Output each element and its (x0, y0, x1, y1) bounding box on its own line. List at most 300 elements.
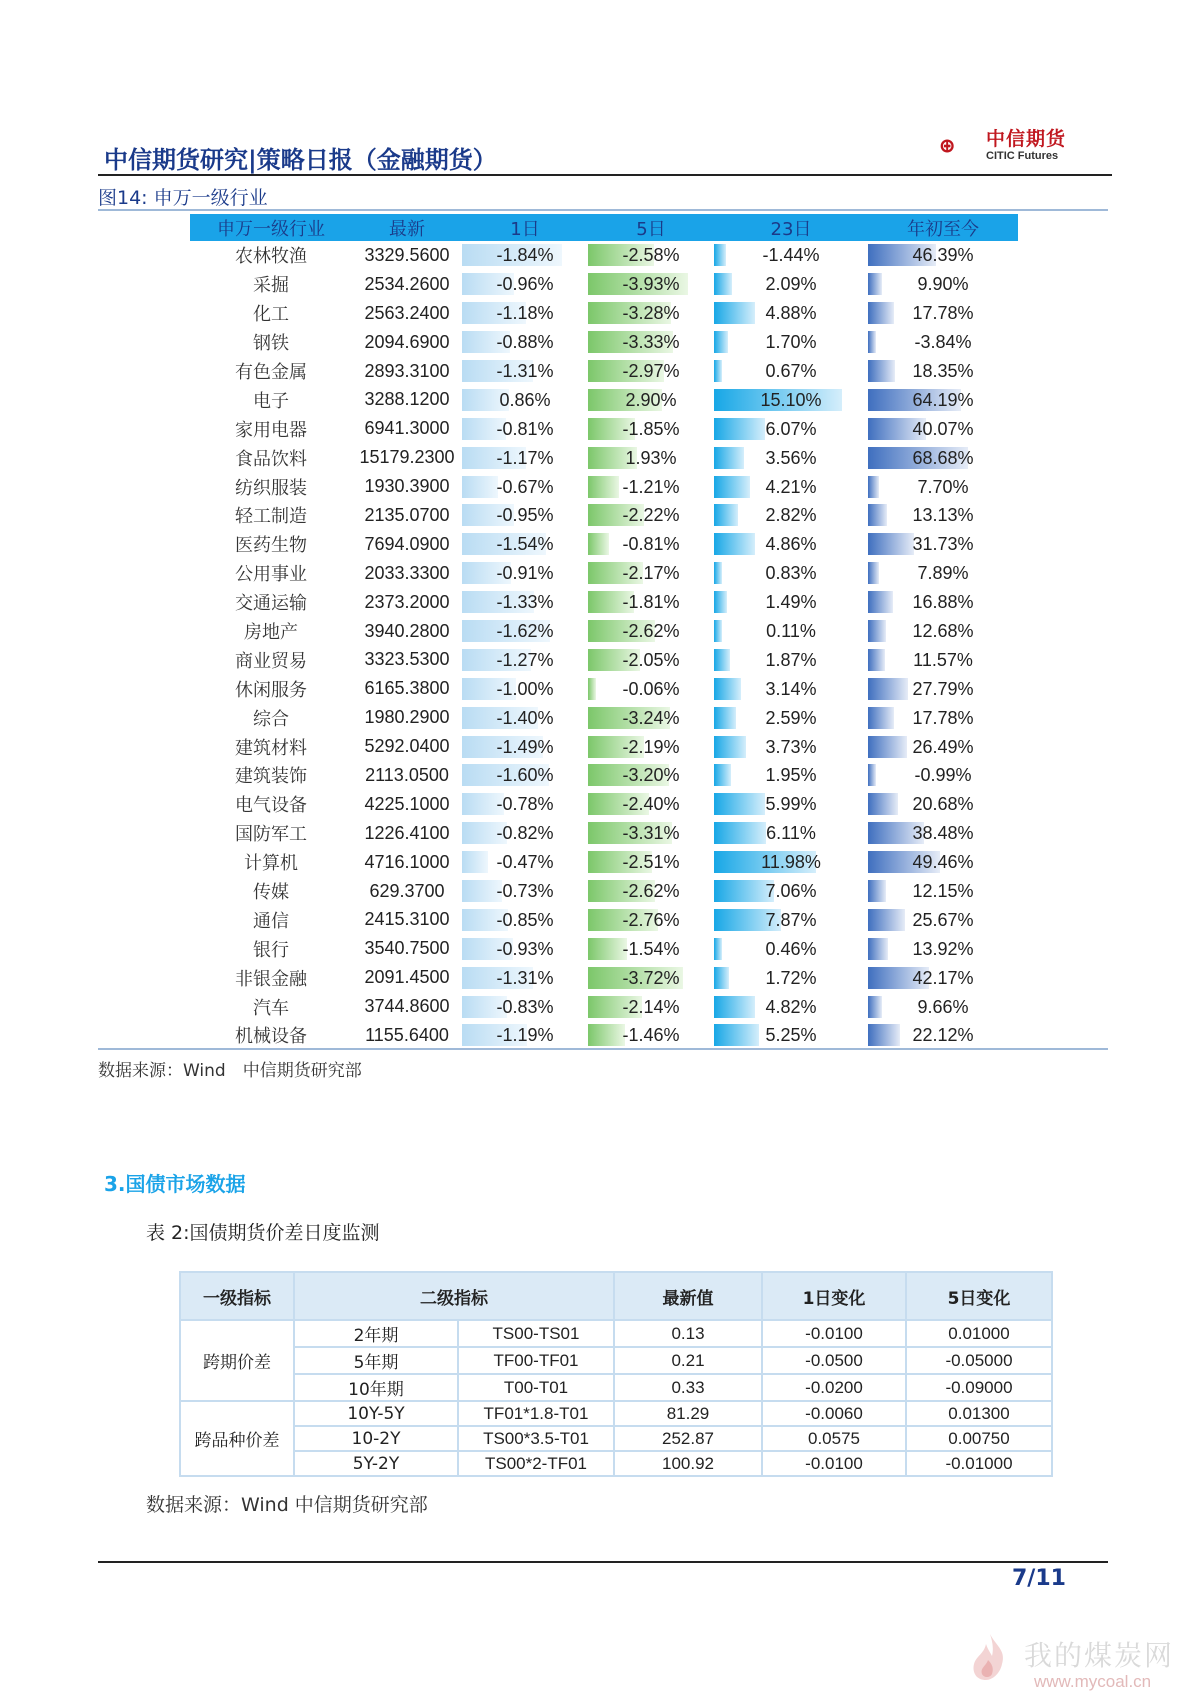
sector-d23-cell (714, 591, 868, 613)
col-header-23d: 23日 (770, 218, 812, 240)
footer-divider (98, 1561, 1108, 1563)
sector-ytd-cell (868, 736, 1018, 758)
spread-row (180, 1426, 1052, 1451)
spread-1d: 0.0575 (762, 1426, 906, 1451)
sector-d5-value: -2.17% (622, 563, 680, 584)
sector-d1-value: -1.18% (496, 303, 554, 324)
sector-latest: 4225.1000 (364, 793, 450, 814)
sector-d23-value: 1.49% (765, 592, 817, 613)
sector-d5-value: -1.54% (622, 938, 680, 959)
sector-d1-value: -0.47% (496, 852, 554, 873)
sector-row (190, 299, 1018, 328)
sector-row (190, 328, 1018, 357)
sector-d23-value: 4.88% (765, 303, 817, 324)
spread-table-header (180, 1272, 1052, 1320)
sector-d5-value: 2.90% (625, 389, 677, 410)
sector-d1-cell (462, 822, 588, 844)
sector-d5-value: -2.58% (622, 245, 680, 266)
sector-name: 采掘 (253, 275, 289, 297)
sector-d5-cell (588, 476, 714, 498)
sector-ytd-cell (868, 418, 1018, 440)
sector-d5-cell (588, 418, 714, 440)
sector-latest: 3940.2800 (364, 620, 450, 641)
sector-ytd-cell (868, 909, 1018, 931)
sector-d1-cell (462, 620, 588, 642)
sector-name: 化工 (253, 304, 289, 326)
sector-ytd-value: -3.84% (914, 332, 972, 353)
table-caption: 表 2:国债期货价差日度监测 (146, 1222, 380, 1244)
sector-d23-cell (714, 1024, 868, 1046)
sector-d1-value: -0.93% (496, 938, 554, 959)
sector-d1-cell (462, 764, 588, 786)
sector-d1-value: -0.83% (496, 996, 554, 1017)
sector-d1-value: -1.31% (496, 967, 554, 988)
sector-name: 综合 (253, 708, 289, 730)
sector-ytd-cell (868, 591, 1018, 613)
spread-row (180, 1347, 1052, 1374)
sector-d5-value: -2.62% (622, 621, 680, 642)
spread-term: 10-2Y (294, 1426, 458, 1451)
sector-d5-value: -3.31% (622, 823, 680, 844)
spread-5d: -0.01000 (906, 1451, 1052, 1476)
sector-latest: 2033.3300 (364, 562, 450, 583)
sector-row (190, 819, 1018, 848)
sector-d5-cell (588, 967, 714, 989)
sector-d1-cell (462, 678, 588, 700)
figure-top-rule (98, 209, 1108, 211)
sector-d1-cell (462, 447, 588, 469)
sector-ytd-value: 64.19% (912, 389, 974, 410)
sector-d5-cell (588, 707, 714, 729)
sector-d23-cell (714, 533, 868, 555)
sector-d23-value: 1.87% (765, 649, 817, 670)
sector-name: 家用电器 (235, 419, 307, 441)
sector-name: 轻工制造 (235, 506, 307, 528)
sector-d23-cell (714, 736, 868, 758)
sector-ytd-value: 9.66% (917, 996, 969, 1017)
sector-d1-cell (462, 273, 588, 295)
spread-1d: -0.0060 (762, 1401, 906, 1426)
sector-d23-cell (714, 447, 868, 469)
sector-d5-value: -2.76% (622, 909, 680, 930)
spread-term: 10Y-5Y (294, 1401, 458, 1426)
spread-latest: 81.29 (614, 1401, 762, 1426)
sector-latest: 2893.3100 (364, 360, 450, 381)
sector-ytd-value: 42.17% (912, 967, 974, 988)
sector-ytd-cell (868, 764, 1018, 786)
sector-ytd-value: 38.48% (912, 823, 974, 844)
spread-group-label: 跨品种价差 (180, 1401, 294, 1476)
sector-row (190, 848, 1018, 877)
sector-table-header (190, 214, 1018, 241)
sector-latest: 5292.0400 (364, 736, 450, 757)
sector-latest: 6941.3000 (364, 418, 450, 439)
sector-d23-cell (714, 707, 868, 729)
sector-d23-cell (714, 996, 868, 1018)
spread-code: TS00*2-TF01 (458, 1451, 614, 1476)
sector-ytd-cell (868, 822, 1018, 844)
sector-d23-value: 5.25% (765, 1025, 817, 1046)
sector-name: 汽车 (253, 997, 289, 1019)
sector-d23-cell (714, 764, 868, 786)
sector-d23-value: 7.06% (765, 881, 817, 902)
sector-d23-cell (714, 418, 868, 440)
sector-d1-value: -0.91% (496, 563, 554, 584)
sector-d1-cell (462, 562, 588, 584)
sector-d5-value: -1.81% (622, 592, 680, 613)
sector-row (190, 732, 1018, 761)
col-header-sector: 申万一级行业 (217, 218, 325, 240)
spread-header-level2: 二级指标 (294, 1272, 614, 1320)
sector-d1-cell (462, 504, 588, 526)
spread-5d: 0.01000 (906, 1320, 1052, 1347)
sector-name: 有色金属 (235, 362, 307, 383)
sector-name: 计算机 (244, 853, 298, 875)
spread-code: TS00*3.5-T01 (458, 1426, 614, 1451)
sector-d23-cell (714, 851, 868, 873)
spread-group-label: 跨期价差 (180, 1320, 294, 1401)
sector-row (190, 905, 1018, 934)
sector-ytd-value: 16.88% (912, 592, 974, 613)
sector-ytd-value: 11.57% (913, 649, 973, 670)
spread-term: 10年期 (294, 1374, 458, 1401)
sector-name: 机械设备 (235, 1026, 307, 1048)
sector-name: 医药生物 (235, 535, 307, 557)
sector-d23-cell (714, 678, 868, 700)
sector-ytd-cell (868, 476, 1018, 498)
sector-d23-value: 4.86% (765, 534, 817, 555)
sector-row (190, 270, 1018, 299)
sector-ytd-value: 25.67% (912, 909, 974, 930)
sector-ytd-value: 40.07% (912, 418, 974, 439)
sector-d5-cell (588, 302, 714, 324)
spread-header-5d: 5日变化 (906, 1272, 1052, 1320)
sector-d23-cell (714, 360, 868, 382)
sector-d23-cell (714, 302, 868, 324)
sector-d1-value: -1.17% (496, 447, 554, 468)
sector-d23-value: 0.46% (765, 938, 817, 959)
spread-5d: 0.01300 (906, 1401, 1052, 1426)
col-header-5d: 5日 (636, 218, 666, 240)
sector-d1-value: -0.78% (496, 794, 554, 815)
sector-name: 建筑材料 (235, 737, 307, 759)
sector-d23-value: 4.21% (765, 476, 817, 497)
sector-row (190, 414, 1018, 443)
sector-d23-value: 6.07% (765, 418, 817, 439)
sector-latest: 2091.4500 (364, 967, 450, 988)
sector-d1-value: -0.73% (496, 881, 554, 902)
sector-d5-value: -2.22% (622, 505, 680, 526)
sector-d5-value: 1.93% (625, 447, 677, 468)
sector-latest: 2415.3100 (364, 909, 450, 930)
sector-row (190, 472, 1018, 501)
sector-ytd-cell (868, 302, 1018, 324)
sector-ytd-value: 17.78% (912, 707, 974, 728)
spread-latest: 100.92 (614, 1451, 762, 1476)
sector-d23-value: 0.11% (766, 621, 816, 642)
sector-latest: 1930.3900 (364, 476, 450, 497)
spread-row (180, 1320, 1052, 1347)
spread-code: TF01*1.8-T01 (458, 1401, 614, 1426)
spread-row (180, 1451, 1052, 1476)
sector-latest: 3323.5300 (364, 649, 450, 670)
sector-row (190, 530, 1018, 559)
sector-d23-value: 1.72% (765, 967, 817, 988)
sector-d23-cell (714, 273, 868, 295)
spread-5d: -0.09000 (906, 1374, 1052, 1401)
sector-d1-value: -0.85% (496, 909, 554, 930)
sector-d23-cell (714, 476, 868, 498)
sector-d1-value: -1.31% (496, 361, 554, 381)
sector-ytd-value: -0.99% (914, 765, 972, 786)
sector-d1-value: -1.54% (496, 534, 554, 555)
spread-1d: -0.0100 (762, 1451, 906, 1476)
sector-d1-cell (462, 938, 588, 960)
sector-ytd-cell (868, 533, 1018, 555)
sector-d1-value: -1.49% (496, 736, 554, 757)
sector-ytd-cell (868, 996, 1018, 1018)
sector-d23-value: 15.10% (760, 389, 822, 410)
citic-logo (940, 124, 984, 168)
sector-d5-cell (588, 533, 714, 555)
sector-d5-cell (588, 909, 714, 931)
sector-d5-cell (588, 504, 714, 526)
spread-header-level1: 一级指标 (180, 1272, 294, 1320)
sector-name: 纺织服装 (235, 477, 307, 499)
sector-table-body (190, 241, 1018, 1050)
sector-d5-value: -2.51% (622, 852, 680, 873)
sector-d1-cell (462, 909, 588, 931)
sector-d5-value: -2.19% (622, 736, 680, 757)
sector-d1-value: -0.88% (496, 332, 554, 353)
sector-d23-cell (714, 649, 868, 671)
sector-d5-value: -3.28% (622, 303, 680, 324)
sector-d5-value: -1.46% (622, 1025, 680, 1046)
sector-d1-cell (462, 302, 588, 324)
sector-latest: 3540.7500 (364, 938, 450, 959)
sector-d1-cell (462, 649, 588, 671)
sector-d23-cell (714, 822, 868, 844)
sector-d23-value: 3.56% (765, 447, 817, 468)
sector-d1-cell (462, 996, 588, 1018)
sector-d23-cell (714, 967, 868, 989)
sector-row (190, 992, 1018, 1021)
sector-d5-value: -3.33% (622, 332, 680, 353)
sector-name: 电气设备 (235, 795, 307, 817)
figure-bottom-rule (98, 1048, 1108, 1050)
sector-latest: 3288.1200 (364, 389, 450, 410)
sector-d1-cell (462, 591, 588, 613)
sector-d23-value: 5.99% (765, 794, 817, 815)
sector-d1-cell (462, 793, 588, 815)
sector-ytd-value: 13.92% (912, 938, 974, 959)
sector-ytd-value: 27.79% (912, 678, 974, 699)
sector-d1-value: -1.60% (496, 765, 554, 786)
sector-d23-value: 2.59% (765, 707, 817, 728)
sector-d1-value: -1.33% (496, 592, 554, 613)
sector-d23-value: 6.11% (766, 823, 816, 844)
spread-latest: 252.87 (614, 1426, 762, 1451)
sector-latest: 4716.1000 (364, 851, 450, 872)
sector-name: 传媒 (253, 882, 289, 904)
sector-d23-cell (714, 244, 868, 266)
sector-ytd-cell (868, 967, 1018, 989)
sector-row (190, 588, 1018, 617)
section-title: 3.国债市场数据 (104, 1172, 246, 1196)
sector-row (190, 761, 1018, 790)
sector-d1-cell (462, 533, 588, 555)
sector-d5-cell (588, 996, 714, 1018)
sector-d1-value: -1.84% (496, 245, 554, 266)
sector-d1-value: -0.82% (496, 823, 554, 844)
sector-name: 非银金融 (235, 968, 307, 990)
col-header-ytd: 年初至今 (907, 218, 979, 240)
watermark-url: www.mycoal.cn (1034, 1672, 1152, 1691)
sector-ytd-value: 12.68% (912, 621, 974, 642)
sector-row (190, 645, 1018, 674)
sector-latest: 6165.3800 (364, 678, 450, 699)
sector-name: 商业贸易 (235, 650, 307, 672)
sector-ytd-value: 17.78% (912, 303, 974, 324)
sector-d1-cell (462, 360, 588, 382)
sector-d5-cell (588, 793, 714, 815)
sector-ytd-cell (868, 273, 1018, 295)
sector-d23-value: 0.67% (765, 361, 817, 381)
sector-row (190, 790, 1018, 819)
sector-d23-value: 1.95% (765, 765, 817, 786)
sector-d5-cell (588, 620, 714, 642)
sector-ytd-value: 18.35% (912, 361, 974, 381)
sector-row (190, 501, 1018, 530)
sector-d23-value: 3.14% (765, 678, 817, 699)
sector-ytd-cell (868, 331, 1018, 353)
sector-d1-value: -1.40% (496, 707, 554, 728)
spread-1d: -0.0100 (762, 1320, 906, 1347)
sector-d1-value: -0.67% (496, 476, 554, 497)
sector-latest: 2113.0500 (365, 764, 449, 785)
spread-header-1d: 1日变化 (762, 1272, 906, 1320)
sector-d5-value: -2.40% (622, 794, 680, 815)
sector-d5-cell (588, 360, 714, 382)
sector-name: 电子 (253, 390, 289, 412)
page-number: 7/11 (1012, 1566, 1066, 1591)
logo-text-cn: 中信期货 (986, 128, 1067, 150)
sector-ytd-value: 7.89% (917, 563, 969, 584)
sector-ytd-cell (868, 504, 1018, 526)
sector-d5-cell (588, 938, 714, 960)
sector-row (190, 617, 1018, 646)
spread-code: TS00-TS01 (458, 1320, 614, 1347)
sector-ytd-value: 49.46% (912, 852, 974, 873)
sector-d23-value: -1.44% (762, 245, 820, 266)
sector-d23-value: 7.87% (765, 909, 817, 930)
sector-d5-value: -1.21% (622, 476, 680, 497)
sector-d5-cell (588, 331, 714, 353)
sector-ytd-value: 13.13% (912, 505, 974, 526)
sector-d5-value: -3.72% (622, 967, 680, 988)
spread-code: T00-T01 (458, 1374, 614, 1401)
sector-d23-cell (714, 504, 868, 526)
sector-ytd-cell (868, 360, 1018, 382)
sector-name: 通信 (253, 910, 289, 932)
table-source-note: 数据来源：Wind 中信期货研究部 (146, 1494, 428, 1516)
sector-d5-cell (588, 273, 714, 295)
sector-ytd-cell (868, 851, 1018, 873)
sector-d5-value: -2.62% (622, 881, 680, 902)
sector-d1-cell (462, 736, 588, 758)
sector-name: 国防军工 (235, 824, 307, 846)
sector-d5-cell (588, 591, 714, 613)
sector-latest: 2135.0700 (364, 504, 450, 525)
sector-ytd-cell (868, 620, 1018, 642)
spread-5d: 0.00750 (906, 1426, 1052, 1451)
sector-ytd-cell (868, 707, 1018, 729)
flame-logo-icon (962, 1630, 1018, 1686)
report-title: 中信期货研究|策略日报（金融期货） (104, 146, 497, 174)
sector-row (190, 703, 1018, 732)
sector-ytd-cell (868, 678, 1018, 700)
sector-latest: 1980.2900 (364, 707, 450, 728)
sector-ytd-cell (868, 649, 1018, 671)
sector-row (190, 963, 1018, 992)
sector-d5-value: -1.85% (622, 418, 680, 439)
logo-text-en: CITIC Futures (986, 150, 1059, 162)
sector-name: 食品饮料 (235, 448, 307, 470)
sector-d1-value: 0.86% (499, 389, 551, 410)
spread-1d: -0.0200 (762, 1374, 906, 1401)
sector-latest: 1155.6400 (365, 1024, 449, 1045)
sector-d5-cell (588, 562, 714, 584)
sector-d5-cell (588, 244, 714, 266)
spread-row (180, 1374, 1052, 1401)
sector-ytd-cell (868, 389, 1018, 411)
sector-name: 休闲服务 (235, 679, 307, 701)
sector-ytd-value: 31.73% (912, 534, 974, 555)
sector-d5-cell (588, 389, 714, 411)
sector-d1-cell (462, 967, 588, 989)
sector-name: 建筑装饰 (235, 766, 307, 788)
sector-ytd-value: 68.68% (912, 447, 974, 468)
spread-table (179, 1271, 1053, 1477)
sector-latest: 2373.2000 (364, 591, 450, 612)
sector-d5-cell (588, 822, 714, 844)
sector-d1-value: -1.00% (496, 678, 554, 699)
figure-source-note: 数据来源：Wind 中信期货研究部 (98, 1061, 362, 1081)
sector-ytd-value: 9.90% (917, 274, 969, 295)
sector-row (190, 1021, 1018, 1050)
sector-table (190, 214, 1018, 1050)
sector-row (190, 934, 1018, 963)
spread-1d: -0.0500 (762, 1347, 906, 1374)
sector-latest: 629.3700 (369, 880, 445, 901)
sector-ytd-value: 22.12% (912, 1025, 974, 1046)
sector-d1-value: -1.62% (496, 621, 554, 642)
sector-d5-value: -2.97% (622, 361, 680, 381)
sector-row (190, 559, 1018, 588)
sector-d5-value: -3.20% (622, 765, 680, 786)
sector-d5-value: -2.14% (622, 996, 680, 1017)
sector-name: 公用事业 (235, 564, 307, 586)
sector-ytd-value: 12.15% (912, 881, 974, 902)
sector-d23-value: 2.82% (765, 505, 817, 526)
sector-ytd-cell (868, 1024, 1018, 1046)
sector-d5-cell (588, 851, 714, 873)
sector-ytd-value: 26.49% (912, 736, 974, 757)
sector-d1-value: -1.27% (496, 649, 554, 670)
sector-d1-cell (462, 851, 588, 873)
sector-row (190, 357, 1018, 386)
sector-d23-value: 2.09% (765, 274, 817, 295)
